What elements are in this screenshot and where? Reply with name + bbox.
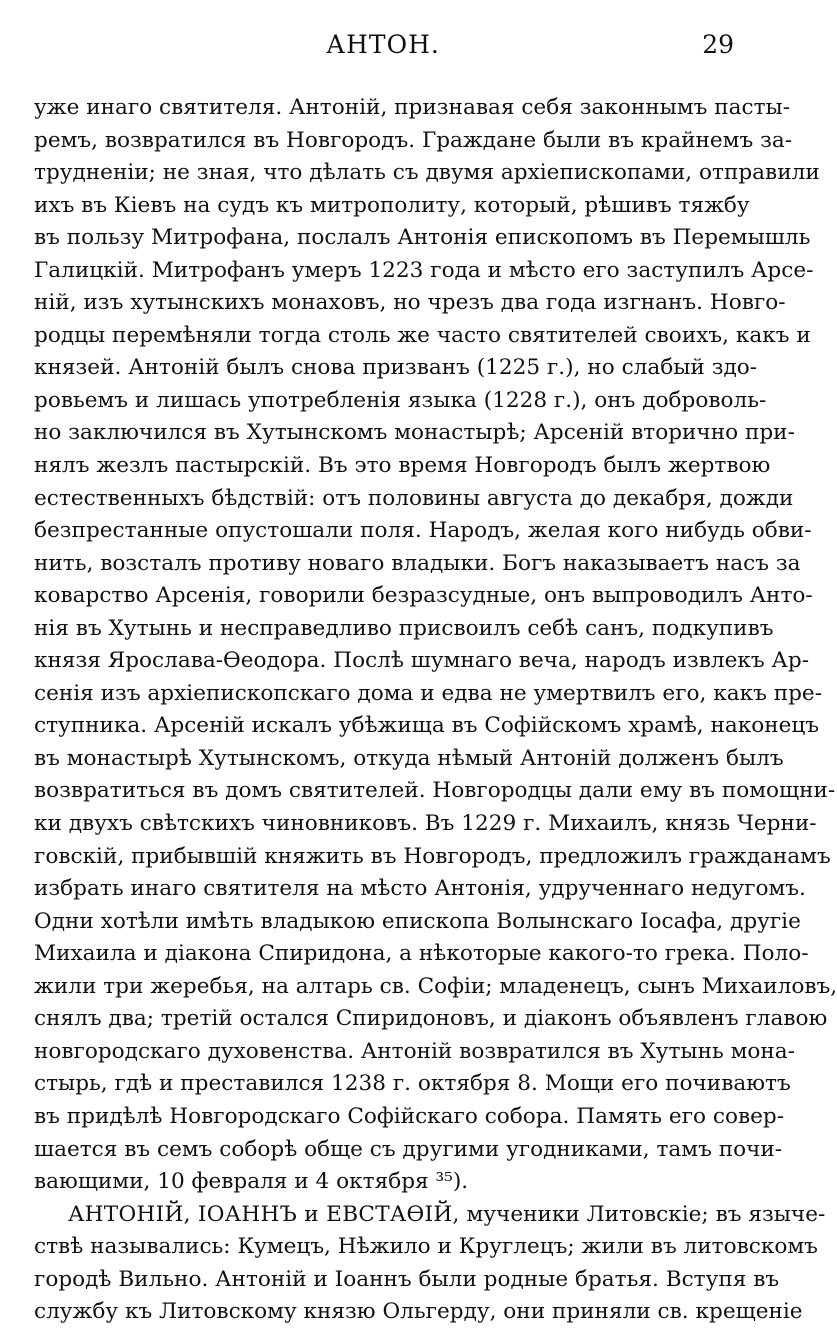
text-line: естественныхъ бѣдствій: отъ половины августа до декабря, дожди <box>34 485 794 511</box>
text-line: трудненіи; не зная, что дѣлать съ двумя архіепископами, отправили <box>34 160 820 186</box>
body-text <box>34 92 837 1329</box>
text-line: ихъ въ Кіевъ на судъ къ митрополиту, который, рѣшивъ тяжбу <box>34 192 750 218</box>
entry-heading-line <box>34 1199 826 1232</box>
text-line: ровьемъ и лишась употребленія языка (1228 г.), онъ доброволь- <box>34 387 767 413</box>
text-line-paragraph-end: вающими, 10 февраля и 4 октября ³⁵). <box>34 1169 469 1195</box>
text-line: въ пользу Митрофана, послалъ Антонія епископомъ въ Перемышль <box>34 225 811 251</box>
text-line: уже инаго святителя. Антоній, признавая себя законнымъ пасты- <box>34 95 791 120</box>
page-number: 29 <box>702 30 734 59</box>
text-line: въ придѣлѣ Новгородскаго Софійскаго собора. Память его совер- <box>34 1103 785 1129</box>
text-line: ній, изъ хутынскихъ монаховъ, но чрезъ два года изгнанъ. Новго- <box>34 290 786 316</box>
text-line: нялъ жезлъ пастырскій. Въ это время Новгородъ былъ жертвою <box>34 453 771 479</box>
text-line: Михаила и діакона Спиридона, а нѣкоторые какого-то грека. Поло- <box>34 941 809 967</box>
text-line: шается въ семъ соборѣ обще съ другими угодниками, тамъ почи- <box>34 1136 783 1162</box>
text-line: коварство Арсенія, говорили безразсудные, онъ выпроводилъ Анто- <box>34 583 813 609</box>
text-line: въ монастырѣ Хутынскомъ, откуда нѣмый Антоній долженъ былъ <box>34 745 784 771</box>
text-line: родцы перемѣняли тогда столь же часто святителей своихъ, какъ и <box>34 322 811 348</box>
text-line: князей. Антоній былъ снова призванъ (1225 г.), но слабый здо- <box>34 355 758 381</box>
entry-heading: АНТОНІЙ, ІОАННЪ и ЕВСТАѲІЙ, <box>68 1201 460 1227</box>
text-line: ремъ, возвратился въ Новгородъ. Граждане были въ крайнемъ за- <box>34 127 793 153</box>
text-line: говскій, прибывшій княжить въ Новгородъ, предложилъ гражданамъ <box>34 843 831 869</box>
text-line: снялъ два; третій остался Спиридоновъ, и діаконъ объявленъ главою <box>34 1006 828 1032</box>
entry-heading-rest: мученики Литовскіе; въ языче- <box>459 1201 826 1227</box>
text-line: Галицкій. Митрофанъ умеръ 1223 года и мѣсто его заступилъ Арсе- <box>34 257 814 283</box>
text-line: князя Ярослава-Ѳеодора. Послѣ шумнаго веча, народъ извлекъ Ар- <box>34 648 810 674</box>
text-line: избрать инаго святителя на мѣсто Антонія, удрученнаго недугомъ. <box>34 876 806 902</box>
text-line: безпрестанные опустошали поля. Народъ, желая кого нибудь обви- <box>34 518 812 544</box>
text-line: городѣ Вильно. Антоній и Іоаннъ были родные братья. Вступя въ <box>34 1266 780 1292</box>
text-line: стырь, гдѣ и преставился 1238 г. октября 8. Мощи его почиваютъ <box>34 1071 791 1097</box>
text-line: возвратиться въ домъ святителей. Новгородцы дали ему въ помощни- <box>34 778 836 804</box>
text-line: нить, возсталъ противу новаго владыки. Богъ наказываетъ насъ за <box>34 550 801 576</box>
text-line: нія въ Хутынь и несправедливо присвоилъ себѣ санъ, подкупивъ <box>34 615 774 641</box>
running-title: АНТОН. <box>326 30 440 59</box>
text-line: сенія изъ архіепископскаго дома и едва не умертвилъ его, какъ пре- <box>34 680 822 706</box>
text-line: ствѣ назывались: Кумецъ, Нѣжило и Круглецъ; жили въ литовскомъ <box>34 1234 818 1260</box>
text-line: жили три жеребья, на алтарь св. Софіи; младенецъ, сынъ Михаиловъ, <box>34 973 837 999</box>
running-header <box>0 30 766 66</box>
text-line: но заключился въ Хутынскомъ монастырѣ; Арсеній вторично при- <box>34 420 795 446</box>
text-line: службу къ Литовскому князю Ольгерду, они приняли св. крещеніе <box>34 1299 803 1325</box>
text-line: новгородскаго духовенства. Антоній возвратился въ Хутынь мона- <box>34 1038 795 1064</box>
text-line: ки двухъ свѣтскихъ чиновниковъ. Въ 1229 г. Михаилъ, князь Черни- <box>34 811 817 837</box>
text-line: Одни хотѣли имѣть владыкою епископа Волынскаго Іосафа, другіе <box>34 908 801 934</box>
text-line: ступника. Арсеній искалъ убѣжища въ Софійскомъ храмѣ, наконецъ <box>34 713 820 739</box>
